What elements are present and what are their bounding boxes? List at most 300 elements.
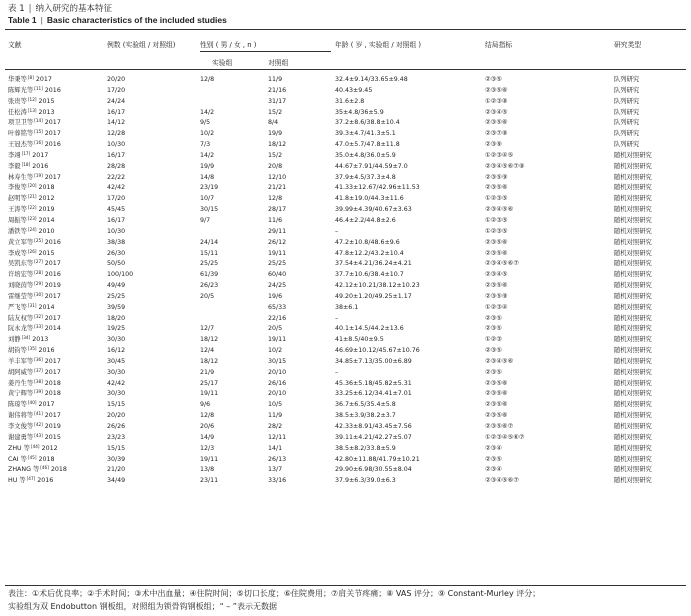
cell-cases: 30/30 [107, 336, 126, 344]
study-reference: [26] [27, 248, 37, 254]
cell-study [8, 227, 55, 238]
cell-age: 34.85±7.13/35.00±6.89 [335, 357, 412, 365]
cell-cases: 24/24 [107, 97, 126, 105]
cell-sex-experimental: 61/39 [200, 271, 219, 279]
study-year: 2014 [44, 325, 61, 333]
cell-sex-control: 26/13 [268, 455, 287, 463]
cell-study [8, 422, 61, 433]
study-reference: [20] [27, 183, 37, 189]
study-reference: [12] [27, 96, 37, 102]
cell-outcome: ②③④⑤⑥ [485, 357, 514, 365]
cell-sex-experimental: 12/8 [200, 412, 215, 420]
study-year: 2015 [44, 433, 61, 441]
cell-cases: 50/50 [107, 260, 126, 268]
cell-sex-experimental: 14/8 [200, 173, 215, 181]
study-author: 许培宏等 [8, 271, 34, 279]
cell-outcome: ①②③④⑤ [485, 151, 514, 159]
cell-sex-experimental: 14/2 [200, 151, 215, 159]
cell-sex-control: 26/12 [268, 238, 287, 246]
cell-sex-control: 19/6 [268, 292, 283, 300]
study-year: 2018 [44, 390, 61, 398]
header-age: 年龄 ( 岁 , 实验组 / 对照组 ) [335, 41, 422, 49]
table-row [0, 86, 691, 97]
table-row [0, 183, 691, 194]
cell-outcome: ②③⑤ [485, 455, 502, 463]
study-year: 2016 [37, 477, 54, 485]
header-outcome: 结局指标 [485, 41, 513, 49]
cell-design: 随机对照研究 [614, 466, 652, 474]
cell-study [8, 86, 61, 97]
cell-study [8, 465, 67, 476]
table-row [0, 400, 691, 411]
cell-outcome: ②③⑤⑥ [485, 401, 508, 409]
cell-sex-experimental: 9/6 [200, 401, 211, 409]
table-row [0, 194, 691, 205]
cell-study [8, 151, 48, 162]
cell-sex-control: 28/2 [268, 423, 283, 430]
study-author: 胡钧等 [8, 347, 27, 355]
table-row [0, 151, 691, 162]
cell-cases: 17/20 [107, 195, 126, 203]
cell-design: 队列研究 [614, 86, 640, 94]
study-year: 2016 [44, 86, 61, 94]
cell-sex-control: 18/12 [268, 141, 287, 149]
study-reference: [8] [27, 75, 34, 80]
table-row [0, 476, 691, 487]
table-row [0, 368, 691, 379]
cell-cases: 15/15 [107, 401, 126, 409]
study-author: 李文俊等 [8, 423, 34, 430]
cell-age: 46.4±2.2/44.8±2.6 [335, 216, 396, 224]
cell-study [8, 249, 55, 260]
study-reference: [40] [27, 400, 37, 406]
cell-sex-experimental: 18/12 [200, 336, 219, 344]
study-author: 姜丹生等 [8, 379, 34, 387]
cell-age: 42.80±11.88/41.79±10.21 [335, 455, 420, 463]
study-reference: [29] [34, 281, 43, 287]
cell-age: 36.7±6.5/35.4±5.8 [335, 401, 396, 409]
study-author: 李毅 [8, 162, 21, 170]
cell-study [8, 368, 61, 379]
study-author: 项卫卫等 [8, 119, 34, 127]
cell-sex-control: 12/8 [268, 195, 283, 203]
study-author: 任松涛 [8, 108, 27, 116]
table-title-en: Basic characteristics of the included studies [46, 15, 227, 25]
table-row [0, 411, 691, 422]
study-author: 谢建勇等 [8, 433, 34, 441]
study-reference: [38] [34, 378, 43, 384]
cell-cases: 12/28 [107, 130, 126, 138]
cell-design: 随机对照研究 [614, 314, 652, 322]
study-year: 2018 [38, 455, 55, 463]
study-year: 2012 [38, 195, 55, 203]
cell-study [8, 389, 61, 400]
cell-study [8, 444, 58, 455]
cell-design: 随机对照研究 [614, 195, 652, 203]
cell-study [8, 476, 53, 487]
cell-design: 队列研究 [614, 108, 640, 116]
cell-sex-experimental: 10/2 [200, 130, 215, 138]
cell-cases: 14/12 [107, 119, 126, 127]
cell-cases: 20/20 [107, 412, 126, 420]
cell-sex-control: 20/8 [268, 162, 283, 170]
table-row [0, 455, 691, 466]
study-author: 陆友权等 [8, 314, 34, 322]
study-author: 赵明等 [8, 195, 27, 203]
cell-sex-experimental: 10/7 [200, 195, 215, 203]
cell-cases: 34/49 [107, 477, 126, 485]
study-reference: [43] [34, 432, 43, 438]
cell-outcome: ②③⑤⑥ [485, 249, 508, 257]
cell-age: 38.5±8.2/33.8±5.9 [335, 444, 396, 452]
cell-cases: 23/23 [107, 433, 126, 441]
cell-sex-control: 19/11 [268, 336, 287, 344]
cell-study [8, 140, 61, 151]
cell-cases: 10/30 [107, 141, 126, 149]
cell-age: 46.69±10.12/45.67±10.76 [335, 347, 420, 355]
cell-design: 随机对照研究 [614, 390, 652, 398]
cell-outcome: ②③⑤⑥ [485, 390, 508, 398]
cell-outcome: ②③⑤⑥ [485, 282, 508, 290]
study-reference: [16] [34, 140, 43, 146]
study-reference: [37] [34, 367, 43, 373]
study-author: 华秉等 [8, 76, 27, 83]
cell-outcome: ②③④⑤⑥⑦ [485, 477, 519, 485]
cell-design: 随机对照研究 [614, 173, 652, 181]
cell-sex-experimental: 26/23 [200, 282, 219, 290]
table-row [0, 173, 691, 184]
table-row [0, 346, 691, 357]
cell-age: 37.54±4.21/36.24±4.21 [335, 260, 412, 268]
table-row [0, 324, 691, 335]
cell-design: 随机对照研究 [614, 347, 652, 355]
table-row [0, 444, 691, 455]
cell-outcome: ②③⑤ [485, 325, 502, 333]
study-year: 2016 [32, 162, 49, 170]
cell-design: 随机对照研究 [614, 357, 652, 365]
cell-cases: 38/38 [107, 238, 126, 246]
study-year: 2015 [38, 249, 55, 257]
cell-sex-control: 21/16 [268, 86, 287, 94]
caption-separator: | [40, 15, 43, 25]
cell-outcome: ②③④ [485, 444, 502, 452]
cell-design: 随机对照研究 [614, 151, 652, 159]
cell-study [8, 335, 48, 346]
cell-study [8, 173, 61, 184]
study-author: 陈琼等 [8, 401, 27, 409]
cell-sex-control: 28/17 [268, 206, 287, 214]
cell-design: 随机对照研究 [614, 206, 652, 214]
cell-design: 随机对照研究 [614, 412, 652, 420]
cell-age: 38.5±3.9/38.2±3.7 [335, 412, 396, 420]
cell-outcome: ②③④ [485, 466, 502, 474]
cell-design: 队列研究 [614, 97, 640, 105]
study-author: 严飞等 [8, 303, 27, 311]
study-reference: [15] [34, 129, 43, 135]
cell-cases: 16/17 [107, 151, 126, 159]
study-author: 吴凯东等 [8, 260, 34, 268]
study-year: 2010 [38, 227, 55, 235]
study-reference: [13] [27, 107, 37, 113]
cell-age: – [335, 368, 339, 376]
study-reference: [42] [34, 422, 43, 427]
cell-outcome: ①②③ [485, 336, 502, 344]
cell-outcome: ②③⑤⑥⑦ [485, 423, 514, 430]
cell-design: 随机对照研究 [614, 477, 652, 485]
cell-sex-control: 26/16 [268, 379, 287, 387]
cell-study [8, 346, 55, 357]
table-row [0, 335, 691, 346]
cell-age: 49.20±1.20/49.25±1.17 [335, 292, 412, 300]
table-row [0, 227, 691, 238]
cell-age: 47.2±10.8/48.6±9.6 [335, 238, 400, 246]
study-reference: [35] [27, 346, 37, 352]
cell-sex-experimental: 19/11 [200, 390, 219, 398]
cell-sex-experimental: 12/8 [200, 76, 215, 83]
cell-outcome: ①②③⑤ [485, 195, 508, 203]
cell-cases: 16/17 [107, 216, 126, 224]
cell-design: 队列研究 [614, 76, 640, 83]
table-row [0, 303, 691, 314]
study-year: 2017 [44, 292, 61, 300]
study-author: 王涛等 [8, 206, 27, 214]
cell-cases: 30/30 [107, 390, 126, 398]
cell-age: 39.3±4.7/41.3±5.1 [335, 130, 396, 138]
cell-age: 41.33±12.67/42.96±11.53 [335, 184, 420, 192]
study-reference: [34] [21, 335, 31, 341]
cell-sex-control: 33/16 [268, 477, 287, 485]
study-reference: [24] [27, 226, 37, 232]
cell-design: 随机对照研究 [614, 162, 652, 170]
cell-cases: 10/30 [107, 227, 126, 235]
study-reference: [19] [34, 172, 43, 178]
header-sex-experimental: 实验组 [212, 59, 233, 67]
study-reference: [47] [26, 476, 36, 482]
cell-sex-experimental: 19/11 [200, 455, 219, 463]
cell-cases: 21/20 [107, 466, 126, 474]
cell-sex-control: 15/2 [268, 151, 283, 159]
cell-study [8, 75, 52, 86]
cell-sex-control: 31/17 [268, 97, 287, 105]
table-row [0, 357, 691, 368]
study-year: 2014 [38, 216, 55, 224]
cell-study [8, 292, 61, 303]
cell-sex-experimental: 25/25 [200, 260, 219, 268]
study-year: 2017 [44, 368, 61, 376]
study-author: 李翊 [8, 151, 21, 159]
cell-sex-control: 20/5 [268, 325, 283, 333]
cell-cases: 15/15 [107, 444, 126, 452]
cell-cases: 25/25 [107, 292, 126, 300]
cell-outcome: ②③⑤ [485, 368, 502, 376]
cell-age: 39.11±4.21/42.27±5.07 [335, 433, 412, 441]
table-row [0, 162, 691, 173]
study-year: 2016 [44, 141, 61, 149]
cell-study [8, 270, 61, 281]
cell-study [8, 118, 61, 129]
cell-outcome: ②③⑤ [485, 347, 502, 355]
cell-study [8, 183, 55, 194]
study-reference: [36] [34, 356, 43, 362]
study-reference: [18] [21, 161, 31, 167]
cell-outcome: ②③④⑤⑥ [485, 206, 514, 214]
cell-outcome: ②③⑤ [485, 314, 502, 322]
cell-age: 40.43±9.45 [335, 86, 373, 94]
cell-study [8, 205, 55, 216]
sex-subheader-rule [200, 51, 331, 52]
study-author: ZHANG 等 [8, 466, 40, 474]
study-year: 2016 [44, 238, 61, 246]
study-year: 2013 [38, 108, 55, 116]
cell-design: 随机对照研究 [614, 433, 652, 441]
study-year: 2015 [38, 97, 55, 105]
cell-design: 随机对照研究 [614, 292, 652, 300]
study-year: 2017 [44, 130, 61, 138]
cell-design: 队列研究 [614, 119, 640, 127]
cell-design: 随机对照研究 [614, 325, 652, 333]
cell-design: 随机对照研究 [614, 184, 652, 192]
cell-outcome: ②③⑤⑥ [485, 238, 508, 246]
cell-design: 随机对照研究 [614, 249, 652, 257]
study-reference: [33] [34, 324, 43, 330]
cell-study [8, 259, 61, 270]
cell-sex-control: 12/10 [268, 173, 287, 181]
cell-study [8, 216, 55, 227]
cell-age: – [335, 314, 339, 322]
table-label-cn: 表 1 [8, 4, 25, 14]
table-row [0, 292, 691, 303]
cell-outcome: ②③⑤⑥ [485, 379, 508, 387]
table-row [0, 259, 691, 270]
cell-cases: 26/30 [107, 249, 126, 257]
cell-outcome: ①②③⑤ [485, 227, 508, 235]
cell-design: 随机对照研究 [614, 379, 652, 387]
table-title-cn: 纳入研究的基本特征 [35, 4, 113, 14]
cell-study [8, 194, 55, 205]
study-reference: [39] [34, 389, 43, 395]
cell-outcome: ②③⑨ [485, 141, 502, 149]
table-top-rule [5, 29, 686, 30]
study-reference: [45] [27, 454, 37, 460]
study-reference: [21] [27, 194, 37, 200]
study-reference: [32] [34, 313, 43, 319]
study-reference: [46] [40, 465, 49, 471]
cell-sex-experimental: 9/5 [200, 119, 211, 127]
study-year: 2017 [32, 151, 49, 159]
table-row [0, 238, 691, 249]
cell-design: 队列研究 [614, 130, 640, 138]
study-author: 陈辉光等 [8, 86, 34, 94]
cell-study [8, 303, 55, 314]
table-row [0, 314, 691, 325]
cell-design: 随机对照研究 [614, 282, 652, 290]
table-note-line-1: 表注：①术后优良率；②手术时间；③术中出血量；④住院时间；⑤切口长度；⑥住院费用；⑦肩关节疼痛；⑧ VAS 评分；⑨ Constant-Murley 评分； [8, 589, 541, 598]
cell-design: 随机对照研究 [614, 336, 652, 344]
study-reference: [14] [34, 118, 43, 124]
cell-age: 45.36±5.18/45.82±5.31 [335, 379, 412, 387]
cell-study [8, 281, 61, 292]
cell-sex-experimental: 30/15 [200, 206, 219, 214]
cell-cases: 20/20 [107, 76, 126, 83]
cell-sex-control: 8/4 [268, 119, 279, 127]
study-author: 林寿生等 [8, 173, 34, 181]
table-row [0, 249, 691, 260]
study-reference: [23] [27, 215, 37, 221]
cell-design: 随机对照研究 [614, 444, 652, 452]
cell-design: 随机对照研究 [614, 238, 652, 246]
cell-age: 39.99±4.39/40.67±3.63 [335, 206, 412, 214]
cell-sex-control: 10/2 [268, 347, 283, 355]
cell-sex-control: 15/2 [268, 108, 283, 116]
cell-sex-control: 21/21 [268, 184, 287, 192]
table-header-rule [5, 69, 686, 70]
study-year: 2017 [44, 173, 61, 181]
cell-age: 31.6±2.8 [335, 97, 365, 105]
table-row [0, 118, 691, 129]
table-row [0, 433, 691, 444]
cell-age: 37.2±8.6/38.8±10.4 [335, 119, 400, 127]
cell-age: 38±6.1 [335, 303, 359, 311]
cell-sex-experimental: 19/9 [200, 162, 215, 170]
study-author: 羊丰军等 [8, 357, 34, 365]
cell-outcome: ②③④⑤ [485, 271, 508, 279]
cell-study [8, 97, 55, 108]
cell-cases: 45/45 [107, 206, 126, 214]
header-sex-control: 对照组 [268, 59, 289, 67]
cell-age: 47.0±5.7/47.8±11.8 [335, 141, 400, 149]
table-row [0, 216, 691, 227]
study-year: 2012 [41, 444, 58, 452]
cell-sex-experimental: 23/19 [200, 184, 219, 192]
cell-sex-control: 10/5 [268, 401, 283, 409]
cell-outcome: ②③⑤⑨ [485, 173, 508, 181]
cell-age: 37.7±10.6/38.4±10.7 [335, 271, 404, 279]
cell-cases: 18/20 [107, 314, 126, 322]
table-row [0, 108, 691, 119]
cell-design: 随机对照研究 [614, 303, 652, 311]
study-year: 2017 [44, 260, 61, 268]
cell-outcome: ①②③④ [485, 303, 508, 311]
cell-sex-control: 14/1 [268, 444, 283, 452]
cell-design: 随机对照研究 [614, 455, 652, 463]
cell-sex-control: 11/9 [268, 76, 283, 83]
study-year: 2014 [38, 303, 55, 311]
table-note-line-2: 实验组为双 Endobutton 钢板组，对照组为锁骨钩钢板组；“ – ”表示无数据 [8, 602, 277, 611]
cell-sex-experimental: 9/7 [200, 216, 211, 224]
cell-outcome: ②③④⑤⑥⑦⑧ [485, 162, 525, 170]
cell-sex-control: 19/9 [268, 130, 283, 138]
cell-sex-experimental: 14/9 [200, 433, 215, 441]
cell-sex-control: 22/16 [268, 314, 287, 322]
study-year: 2018 [44, 379, 61, 387]
cell-sex-experimental: 12/3 [200, 444, 215, 452]
study-year: 2016 [38, 347, 55, 355]
study-reference: [22] [27, 205, 37, 211]
study-year: 2017 [35, 76, 52, 83]
study-reference: [30] [34, 291, 43, 297]
cell-age: 37.9±4.5/37.3±4.8 [335, 173, 396, 181]
header-cases: 例数 (实验组 / 对照组) [107, 41, 176, 49]
study-year: 2017 [44, 412, 61, 420]
cell-design: 随机对照研究 [614, 271, 652, 279]
cell-outcome: ①②③⑧ [485, 97, 508, 105]
cell-sex-control: 20/10 [268, 390, 287, 398]
cell-cases: 16/17 [107, 108, 126, 116]
table-row [0, 281, 691, 292]
study-reference: [25] [34, 237, 43, 243]
study-author: 叶蓉铭等 [8, 130, 34, 138]
cell-study [8, 324, 61, 335]
